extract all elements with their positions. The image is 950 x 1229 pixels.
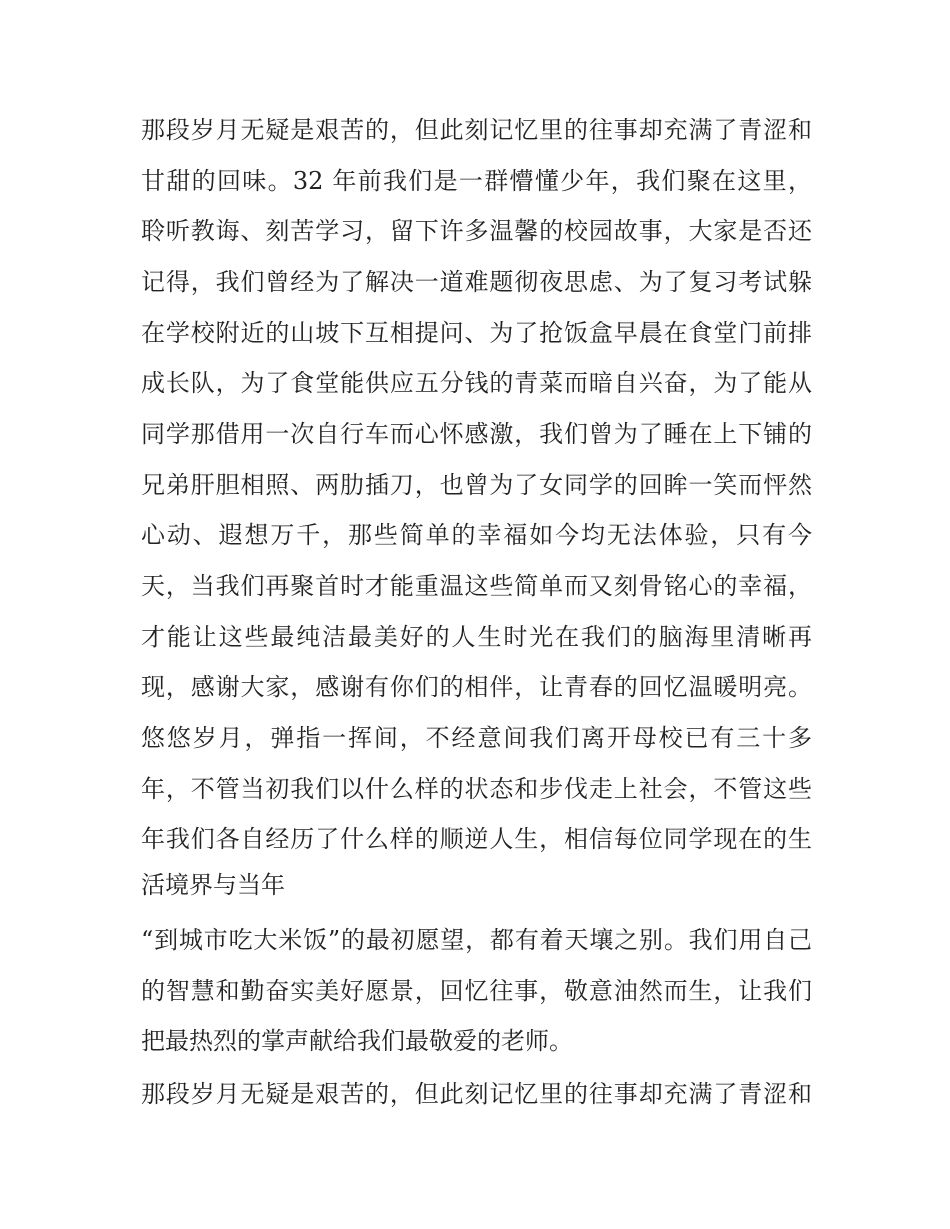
text-line: 的智慧和勤奋实美好愿景，回忆往事，敬意油然而生，让我们: [141, 977, 812, 1005]
text-line: 兄弟肝胆相照、两肋插刀，也曾为了女同学的回眸一笑而怦然: [141, 471, 812, 499]
text-line: “到城市吃大米饭”的最初愿望，都有着天壤之别。我们用自己: [141, 926, 812, 954]
text-line: 同学那借用一次自行车而心怀感激，我们曾为了睡在上下铺的: [141, 420, 812, 448]
text-line: 把最热烈的掌声献给我们最敬爱的老师。: [141, 1027, 573, 1055]
text-line: 心动、遐想万千，那些简单的幸福如今均无法体验，只有今: [141, 521, 812, 549]
text-line: 年，不管当初我们以什么样的状态和步伐走上社会，不管这些: [141, 775, 812, 803]
text-line: 在学校附近的山坡下互相提问、为了抢饭盒早晨在食堂门前排: [141, 319, 812, 347]
text-line: 悠悠岁月，弹指一挥间，不经意间我们离开母校已有三十多: [141, 724, 812, 752]
text-line: 那段岁月无疑是艰苦的，但此刻记忆里的往事却充满了青涩和: [141, 1080, 812, 1108]
text-line: 活境界与当年: [141, 871, 285, 899]
text-line: 聆听教诲、刻苦学习，留下许多温馨的校园故事，大家是否还: [141, 217, 812, 245]
text-line: 天，当我们再聚首时才能重温这些简单而又刻骨铭心的幸福，: [141, 572, 812, 600]
text-line: 那段岁月无疑是艰苦的，但此刻记忆里的往事却充满了青涩和: [141, 116, 812, 144]
text-line: 记得，我们曾经为了解决一道难题彻夜思虑、为了复习考试躲: [141, 268, 812, 296]
text-line: 甘甜的回味。32 年前我们是一群懵懂少年，我们聚在这里，: [141, 167, 812, 195]
text-line: 成长队，为了食堂能供应五分钱的青菜而暗自兴奋，为了能从: [141, 369, 812, 397]
text-line: 现，感谢大家，感谢有你们的相伴，让青春的回忆温暖明亮。: [141, 673, 812, 701]
text-line: 才能让这些最纯洁最美好的人生时光在我们的脑海里清晰再: [141, 623, 812, 651]
text-line: 年我们各自经历了什么样的顺逆人生，相信每位同学现在的生: [141, 825, 812, 853]
